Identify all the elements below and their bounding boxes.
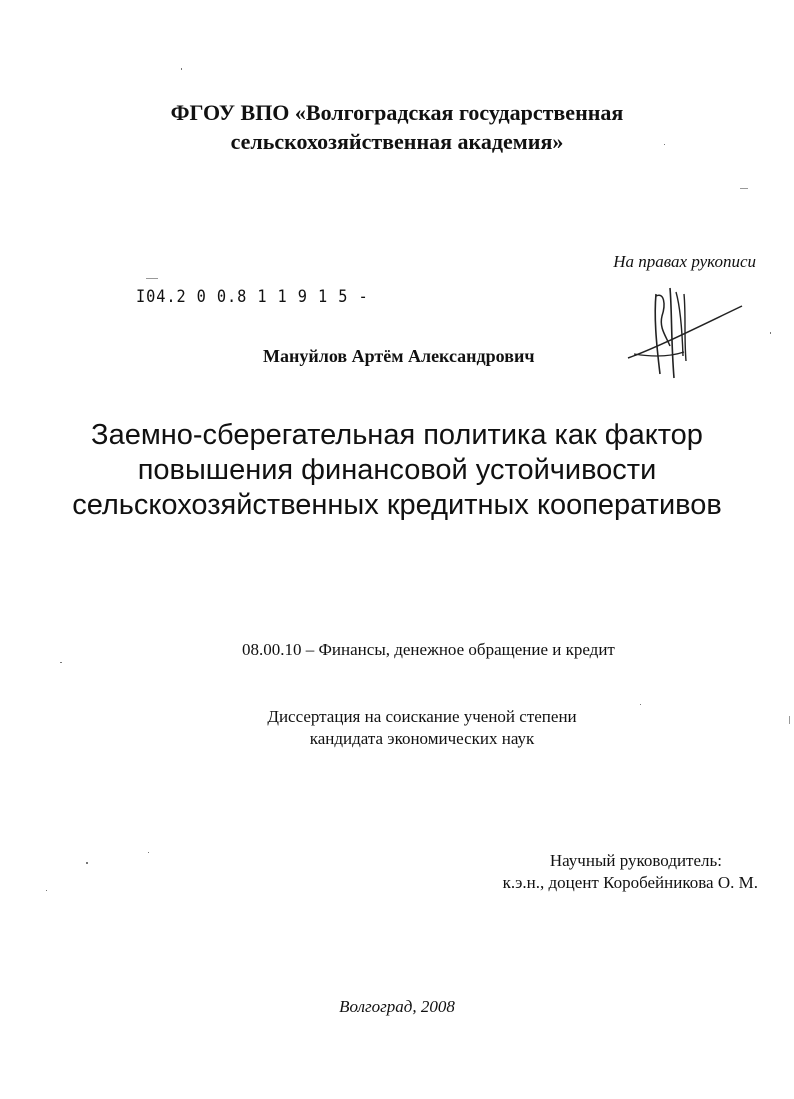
institution-line-2: сельскохозяйственная академия» [230,129,564,154]
scan-speck [46,890,47,891]
title-line-2: повышения финансовой устойчивости [137,454,657,486]
supervisor-label: Научный руководитель: [549,851,722,870]
supervisor-name: к.э.н., доцент Коробейникова О. М. [502,873,758,892]
scan-speck [740,188,748,189]
degree-statement [232,706,612,750]
scientific-supervisor [503,850,758,894]
scan-speck [770,332,771,334]
scan-speck [664,144,665,145]
scan-speck [60,662,62,663]
dissertation-title [0,418,794,523]
city-year: Волгоград, 2008 [339,997,455,1016]
manuscript-note: На правах рукописи [613,252,756,271]
title-line-1: Заемно-сберегательная политика как фактор [91,419,703,451]
specialty-code: 08.00.10 – Финансы, денежное обращение и кредит [242,640,615,659]
degree-line-2: кандидата экономических наук [309,729,535,748]
registry-number: I04.2 0 0.8 1 1 9 1 5 - [136,287,369,307]
title-line-3: сельскохозяйственных кредитных кооперативов [72,489,722,521]
scan-speck [86,862,88,864]
scan-speck [148,852,149,853]
institution-name [0,98,794,156]
scan-speck [146,278,158,279]
scan-speck [789,716,790,724]
handwritten-signature [626,286,746,381]
degree-line-1: Диссертация на соискание ученой степени [267,707,577,726]
scan-speck [640,704,641,705]
author-name: Мануйлов Артём Александрович [263,346,535,366]
scan-speck [181,68,182,70]
institution-line-1: ФГОУ ВПО «Волгоградская государственная [170,100,624,125]
